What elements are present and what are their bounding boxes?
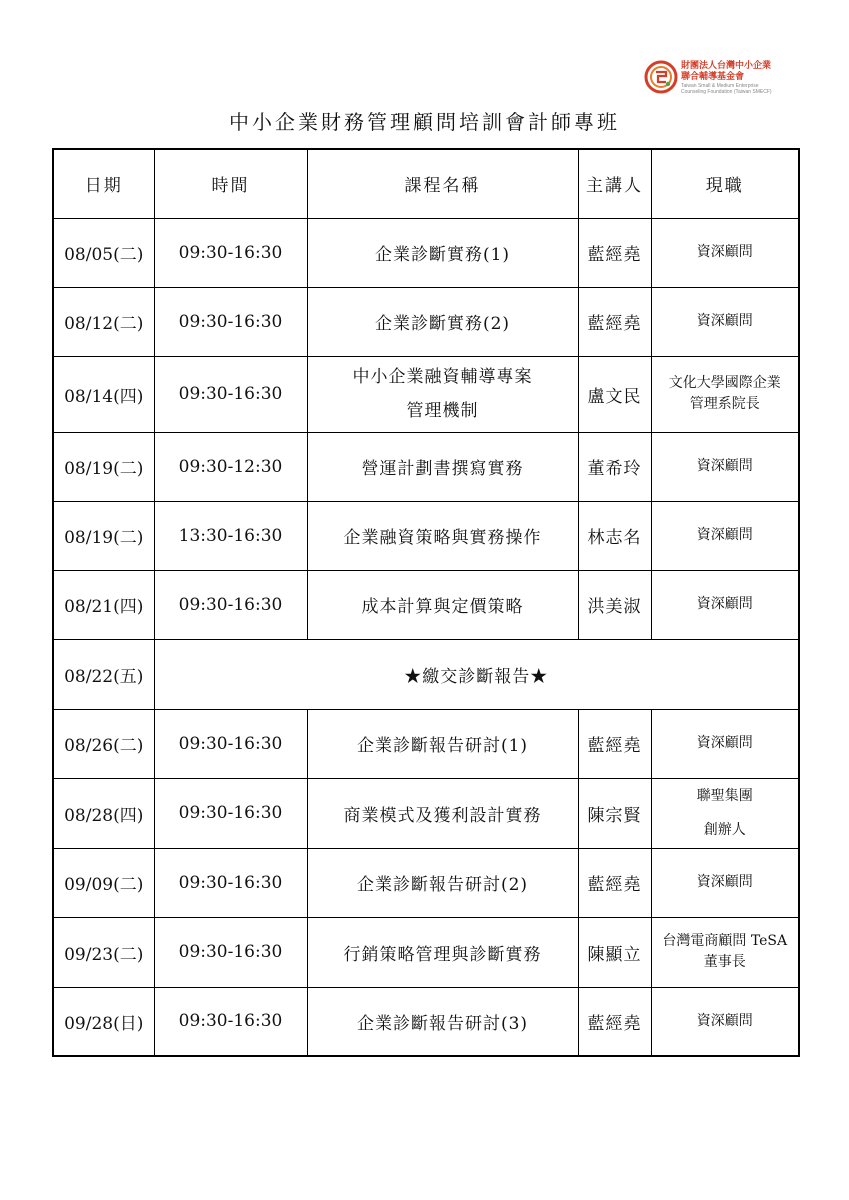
- cell-time: 09:30-16:30: [154, 987, 307, 1056]
- cell-position: [651, 570, 799, 639]
- cell-date: 09/28(日): [53, 987, 154, 1056]
- cell-course: [307, 432, 578, 501]
- cell-position: [651, 987, 799, 1056]
- cell-date: 08/19(二): [53, 432, 154, 501]
- course-line: 營運計劃書撰寫實務: [361, 459, 524, 479]
- cell-time: 09:30-16:30: [154, 218, 307, 287]
- header-date: 日期: [53, 149, 154, 218]
- cell-position: [651, 848, 799, 917]
- header-time: 時間: [154, 149, 307, 218]
- cell-date: 08/28(四): [53, 778, 154, 848]
- cell-position: [651, 709, 799, 778]
- cell-course: [307, 356, 578, 432]
- cell-course: [307, 709, 578, 778]
- cell-date: 08/12(二): [53, 287, 154, 356]
- header-course: 課程名稱: [307, 149, 578, 218]
- course-line: 企業診斷報告研討(2): [356, 875, 529, 895]
- cell-position: [651, 778, 799, 848]
- cell-date: 08/05(二): [53, 218, 154, 287]
- page-title: 中小企業財務管理顧問培訓會計師專班: [229, 110, 620, 134]
- position-line: 創辦人: [703, 822, 746, 838]
- position-line: 資深顧問: [696, 458, 753, 474]
- cell-speaker: 董希玲: [578, 432, 651, 501]
- position-line: 管理系院長: [689, 396, 760, 412]
- cell-time: 09:30-16:30: [154, 917, 307, 987]
- cell-course: [307, 778, 578, 848]
- cell-speaker: 陳宗賢: [578, 778, 651, 848]
- cell-speaker: 藍經堯: [578, 218, 651, 287]
- course-line: 企業診斷實務(2): [374, 314, 511, 334]
- table-row: [53, 917, 799, 987]
- position-line: 資深顧問: [696, 1012, 753, 1029]
- table-row: [53, 709, 799, 778]
- logo-name-en-line2: Counseling Foundation (Taiwan SMECF): [681, 89, 772, 95]
- course-line: 中小企業融資輔導專案: [352, 367, 533, 387]
- cell-speaker: 藍經堯: [578, 848, 651, 917]
- position-line: 資深顧問: [696, 244, 753, 260]
- cell-time: 09:30-16:30: [154, 709, 307, 778]
- position-line: 資深顧問: [696, 874, 753, 890]
- schedule-body: [53, 149, 799, 1056]
- cell-course: [307, 501, 578, 570]
- cell-date: 08/21(四): [53, 570, 154, 639]
- cell-course: [307, 917, 578, 987]
- cell-speaker: 陳顯立: [578, 917, 651, 987]
- cell-speaker: 盧文民: [578, 356, 651, 432]
- table-row: [53, 501, 799, 570]
- cell-position: [651, 501, 799, 570]
- position-line: 資深顧問: [696, 735, 753, 751]
- cell-course: [307, 218, 578, 287]
- cell-position: [651, 917, 799, 987]
- cell-date: 08/19(二): [53, 501, 154, 570]
- cell-course: [307, 987, 578, 1056]
- position-line: 聯聖集團: [696, 788, 753, 804]
- cell-position: [651, 287, 799, 356]
- course-line: 企業診斷報告研討(3): [356, 1013, 529, 1034]
- position-line: 資深顧問: [696, 527, 753, 543]
- table-row: [53, 778, 799, 848]
- cell-time: 09:30-16:30: [154, 570, 307, 639]
- foundation-logo-icon: [644, 60, 678, 94]
- table-row: [53, 848, 799, 917]
- course-line: 商業模式及獲利設計實務: [343, 805, 542, 826]
- course-line: 管理機制: [406, 401, 479, 421]
- table-row: [53, 356, 799, 432]
- cell-time: 09:30-16:30: [154, 287, 307, 356]
- course-line: 企業診斷實務(1): [374, 245, 511, 265]
- cell-time: 09:30-16:30: [154, 848, 307, 917]
- cell-time: 09:30-12:30: [154, 432, 307, 501]
- position-line: 資深顧問: [696, 596, 753, 612]
- cell-course: [307, 570, 578, 639]
- cell-course: [307, 287, 578, 356]
- course-line: 成本計算與定價策略: [361, 597, 524, 617]
- cell-position: [651, 432, 799, 501]
- logo-name-en-line1: Taiwan Small & Medium Enterprise: [681, 83, 759, 89]
- table-row: [53, 570, 799, 639]
- cell-speaker: 藍經堯: [578, 287, 651, 356]
- cell-date: 09/09(二): [53, 848, 154, 917]
- header-speaker: 主講人: [578, 149, 651, 218]
- cell-position: [651, 218, 799, 287]
- logo-name-zh-line1: 財團法人台灣中小企業: [681, 61, 772, 71]
- foundation-logo: [644, 60, 794, 100]
- table-row: [53, 639, 799, 709]
- cell-position: [651, 356, 799, 432]
- cell-time: 13:30-16:30: [154, 501, 307, 570]
- cell-date: 09/23(二): [53, 917, 154, 987]
- table-row: [53, 987, 799, 1056]
- position-line: 董事長: [703, 954, 746, 970]
- course-line: 行銷策略管理與診斷實務: [343, 944, 542, 965]
- position-line: 台灣電商顧問 TeSA: [662, 933, 788, 949]
- header-row: [53, 149, 799, 218]
- cell-date: 08/14(四): [53, 356, 154, 432]
- cell-notice: ★繳交診斷報告★: [154, 639, 799, 709]
- schedule-table: [52, 148, 800, 1057]
- logo-name-zh-line2: 聯合輔導基金會: [681, 72, 745, 82]
- cell-speaker: 林志名: [578, 501, 651, 570]
- position-line: 資深顧問: [696, 313, 753, 329]
- table-row: [53, 432, 799, 501]
- table-row: [53, 218, 799, 287]
- course-line: 企業融資策略與實務操作: [343, 528, 542, 548]
- cell-speaker: 洪美淑: [578, 570, 651, 639]
- cell-speaker: 藍經堯: [578, 709, 651, 778]
- header-position: 現職: [651, 149, 799, 218]
- cell-date: 08/26(二): [53, 709, 154, 778]
- cell-time: 09:30-16:30: [154, 356, 307, 432]
- position-line: 文化大學國際企業: [668, 375, 781, 391]
- cell-speaker: 藍經堯: [578, 987, 651, 1056]
- table-row: [53, 287, 799, 356]
- cell-date: 08/22(五): [53, 639, 154, 709]
- course-line: 企業診斷報告研討(1): [356, 736, 529, 756]
- cell-course: [307, 848, 578, 917]
- logo-text: [681, 61, 772, 95]
- cell-time: 09:30-16:30: [154, 778, 307, 848]
